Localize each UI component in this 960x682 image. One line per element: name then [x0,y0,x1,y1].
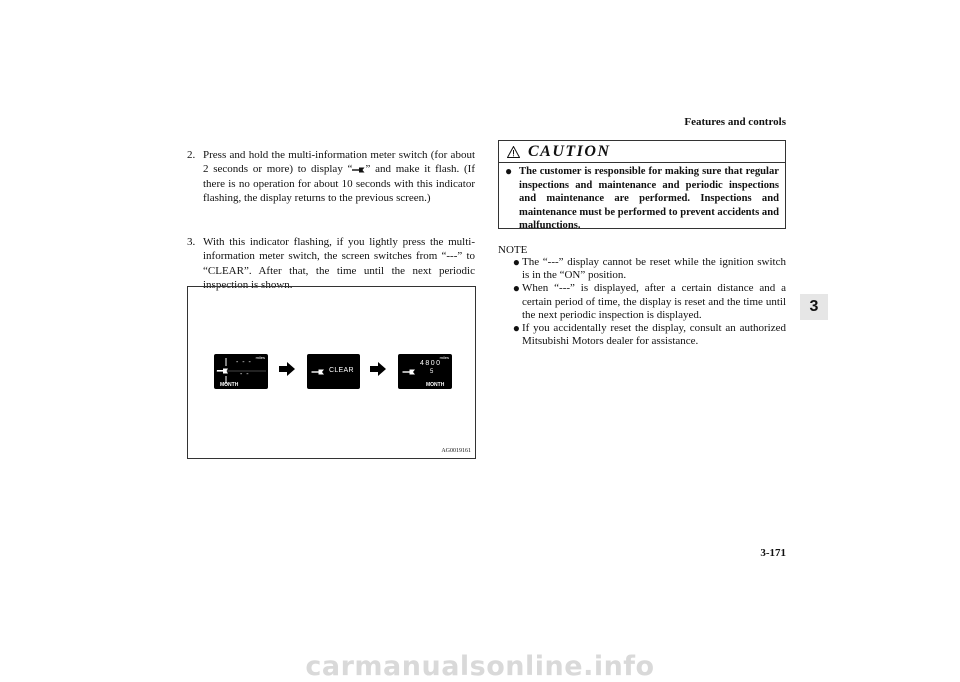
distance-value: 4800 [420,360,442,367]
unit-label: miles [255,355,265,360]
bullet-icon: ● [512,321,520,336]
bullet-icon: ● [505,164,513,178]
caution-title: CAUTION [528,143,611,160]
distance-dashes: - - - [236,359,252,366]
wrench-icon [402,369,416,375]
step-text-cont: ” and make it flash. (If there is no operation for about 10 seconds with this indicator flashing, the display returns to the previous screen.) [203,163,476,204]
bullet-icon: ● [512,281,520,296]
unit-label: miles [439,355,449,360]
note-item [498,282,786,322]
caution-box [498,140,786,232]
watermark: carmanualsonline.info [305,651,655,682]
caution-header [507,143,611,161]
step-text: Press and hold the multi-information meter switch (for about 2 seconds or more) to display “ [203,149,475,176]
step-number: 2. [187,149,196,161]
note-item [498,322,786,348]
month-dashes: - - [240,371,250,378]
note-text: The “---” display cannot be reset while the ignition switch is in the “ON” position. [522,256,786,282]
chapter-tab: 3 [800,294,828,320]
note-section [498,244,786,348]
note-label: NOTE [498,244,528,256]
wrench-icon [352,167,365,173]
caution-divider [499,162,785,163]
bullet-icon: ● [512,255,520,269]
arrow-right-icon [279,362,295,376]
step-number: 3. [187,236,196,248]
wrench-icon [311,369,325,375]
note-text: If you accidentally reset the display, consult an authorized Mitsubishi Motors dealer for assistance. [522,322,786,348]
caution-item [505,165,779,233]
page-number: 3-171 [760,547,786,559]
warning-triangle-icon [507,146,520,158]
clear-label: CLEAR [329,367,354,374]
caution-text: The customer is responsible for making sure that regular inspections and maintenance and periodic inspections and maintenance are performed. Inspections and maintenance must be performed to prevent accidents and malfunctions. [519,166,779,232]
note-item [498,256,786,282]
months-value: 5 [430,369,434,375]
step-2 [187,148,475,205]
running-header: Features and controls [684,116,786,128]
arrow-right-icon [370,362,386,376]
step-text: With this indicator flashing, if you lightly press the multi-information meter switch, the screen switches from “---” to “CLEAR”. After that, the time until the next periodic inspection is shown. [203,236,475,291]
figure-code: AG0019161 [441,448,471,454]
step-3 [187,235,475,292]
month-label: MONTH [426,382,445,388]
display-screen-clear [307,354,360,389]
display-figure [187,286,476,459]
display-screen-dashes [214,354,268,389]
month-label: MONTH [220,382,239,388]
note-text: When “---” is displayed, after a certain distance and a certain period of time, the display is reset and the time until the next periodic inspection is displayed. [522,282,786,321]
display-screen-interval [398,354,452,389]
